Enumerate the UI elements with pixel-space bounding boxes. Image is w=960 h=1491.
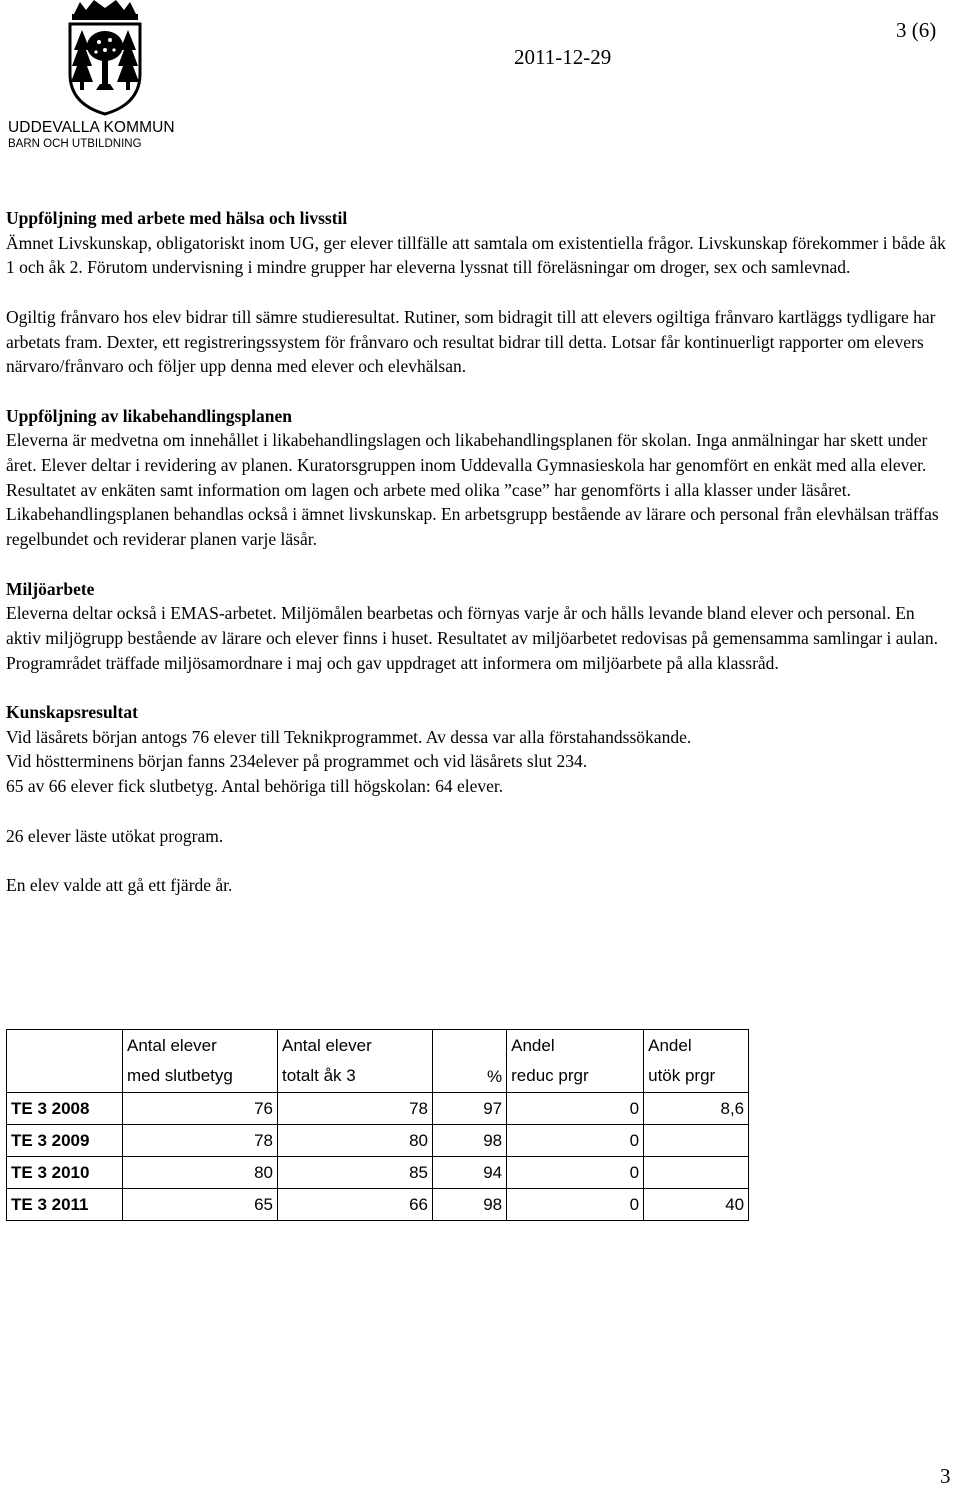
table-cell: 40 [644,1189,749,1221]
table-cell: 98 [433,1189,507,1221]
table-cell: 0 [507,1189,644,1221]
footer-page-number: 3 [940,1464,951,1488]
org-name: UDDEVALLA KOMMUN [8,119,175,136]
header-line: med slutbetyg [127,1066,233,1085]
table-cell: 65 [123,1189,278,1221]
table-cell: 78 [123,1125,278,1157]
org-department: BARN OCH UTBILDNING [8,138,142,150]
table-row [7,1157,749,1189]
table-cell: 0 [507,1093,644,1125]
row-label: TE 3 2010 [7,1157,123,1189]
table-row [7,1093,749,1125]
header-line: Andel [648,1036,692,1055]
table-cell: 0 [507,1125,644,1157]
row-label: TE 3 2009 [7,1125,123,1157]
paragraph-life-skills: Ämnet Livskunskap, obligatoriskt inom UG, ger elever tillfälle att samtala om existentiella frågor. Livskunskap förekommer i både åk 1 och åk 2. Förutom undervisning i mindre grupper har eleverna lyssnat till föreläsningar om droger, sex och samlevnad. [6,232,946,278]
table-cell [644,1157,749,1189]
section-heading-equal-treatment: Uppföljning av likabehandlingsplanen [6,405,292,426]
table-cell: 0 [507,1157,644,1189]
page-indicator: 3 (6) [896,18,937,42]
table-cell: 97 [433,1093,507,1125]
section-heading-health: Uppföljning med arbete med hälsa och livsstil [6,208,348,228]
table-cell: 76 [123,1093,278,1125]
table-header-row [7,1030,749,1093]
results-table [6,1029,749,1221]
table-header-cell [507,1030,644,1093]
paragraph-absence: Ogiltig frånvaro hos elev bidrar till sämre studieresultat. Rutiner, som bidragit till att elevers ogiltiga frånvaro kartläggs tydligare har arbetats fram. Dexter, ett registreringssystem för frånvaro och resultat bidrar till detta. Lotsar får kontinuerligt rapporter om elevers närvaro/frånvaro och följer upp denna med elever och elevhälsan. [6,306,936,377]
header-line: % [487,1067,503,1086]
header-line: totalt åk 3 [282,1066,356,1085]
row-label: TE 3 2011 [7,1189,123,1221]
table-cell: 80 [123,1157,278,1189]
paragraph-environment: Eleverna deltar också i EMAS-arbetet. Miljömålen bearbetas och förnyas varje år och hålls levande bland elever och personal. En aktiv miljögrupp bestående av lärare och elever finns i huset. Resultatet av miljöarbetet redovisas på gemensamma samlingar i aulan. Programrådet träffade miljösamordnare i maj och gav uppdraget att informera om miljöarbete på alla klassråd. [6,603,939,673]
table-header-cell [433,1030,507,1093]
results-line: 65 av 66 elever fick slutbetyg. Antal behöriga till högskolan: 64 elever. [6,776,504,797]
paragraph-equal-treatment: Eleverna är medvetna om innehållet i likabehandlingslagen och likabehandlingsplanen för skolan. Inga anmälningar har skett under året. Elever deltar i revidering av planen. Kuratorsgruppen inom Uddevalla Gymnasieskola har genomfört en enkät med alla elever. Resultatet av enkäten samt information om lagen och arbete med olika ”case” har genomförts i alla klasser under läsåret. Likabehandlingsplanen behandlas också i ämnet livskunskap. En arbetsgrupp bestående av lärare och personal från elevhälsan träffas regelbundet och reviderar planen varje läsår. [6,430,939,550]
table-header-cell [7,1030,123,1093]
results-extra-program: 26 elever läste utökat program. [6,825,224,846]
table-cell: 66 [278,1189,433,1221]
table-header-cell [278,1030,433,1093]
results-line: Vid höstterminens början fanns 234elever på programmet och vid läsårets slut 234. [6,751,588,772]
table-header-cell [644,1030,749,1093]
table-cell: 8,6 [644,1093,749,1125]
table-header-cell [123,1030,278,1093]
results-fourth-year: En elev valde att gå ett fjärde år. [6,874,233,895]
header-line: reduc prgr [511,1066,589,1085]
coat-of-arms-icon [66,0,144,116]
header-line: Antal elever [282,1036,372,1055]
header-line: Andel [511,1036,555,1055]
header-line: Antal elever [127,1036,217,1055]
table-row [7,1189,749,1221]
table-row [7,1125,749,1157]
document-date: 2011-12-29 [514,45,612,69]
row-label: TE 3 2008 [7,1093,123,1125]
results-line: Vid läsårets början antogs 76 elever till Teknikprogrammet. Av dessa var alla förstahandssökande. [6,726,692,747]
table-cell: 80 [278,1125,433,1157]
table-cell: 78 [278,1093,433,1125]
document-body [6,206,954,898]
header-line: utök prgr [648,1066,716,1085]
section-heading-results: Kunskapsresultat [6,702,138,722]
section-heading-environment: Miljöarbete [6,578,95,599]
table-cell: 98 [433,1125,507,1157]
table-cell: 85 [278,1157,433,1189]
table-cell [644,1125,749,1157]
table-cell: 94 [433,1157,507,1189]
